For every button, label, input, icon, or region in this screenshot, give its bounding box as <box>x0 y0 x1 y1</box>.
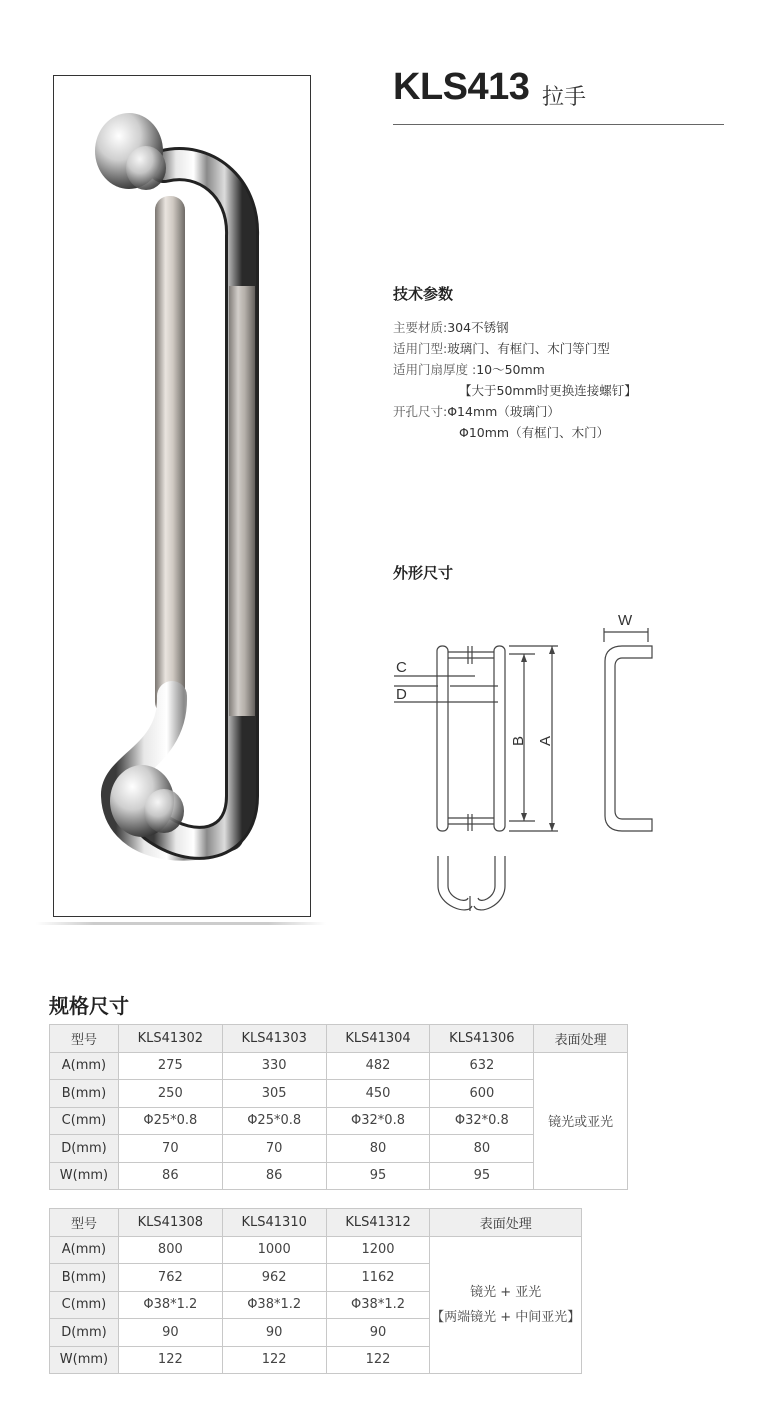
table-header <box>50 1025 628 1053</box>
size-table-title: 规格尺寸 <box>49 994 129 1018</box>
header-finish: 表面处理 <box>430 1209 582 1237</box>
dim-label-c: C <box>396 659 407 676</box>
table-cell: 250 <box>118 1080 222 1108</box>
spec-material <box>393 318 509 336</box>
dim-label-d: D <box>396 686 407 703</box>
product-photo <box>53 75 311 917</box>
table-row <box>50 1052 628 1080</box>
tech-heading: 技术参数 <box>393 285 454 303</box>
finish-line-1: 镜光 + 亚光 <box>470 1284 542 1300</box>
spec-table-2 <box>49 1208 582 1374</box>
spec-door-type-value: 玻璃门、有框门、木门等门型 <box>447 341 610 356</box>
header-cell: KLS41312 <box>326 1209 430 1237</box>
table-cell: 80 <box>430 1135 534 1163</box>
row-label: C(mm) <box>50 1107 119 1135</box>
spec-material-value: 304不锈钢 <box>447 320 509 335</box>
table-cell: 1162 <box>326 1264 430 1292</box>
row-label: D(mm) <box>50 1319 119 1347</box>
finish-cell: 镜光或亚光 <box>534 1052 628 1190</box>
spec-hole <box>393 402 560 420</box>
spec-thickness-label: 适用门扇厚度 : <box>393 362 477 377</box>
table-cell: 962 <box>222 1264 326 1292</box>
table-cell: 1200 <box>326 1236 430 1264</box>
spec-door-type-label: 适用门型: <box>393 341 448 356</box>
row-label: A(mm) <box>50 1236 119 1264</box>
table-cell: Φ38*1.2 <box>222 1291 326 1319</box>
table-cell: 800 <box>118 1236 222 1264</box>
shape-heading: 外形尺寸 <box>393 564 454 582</box>
row-label: W(mm) <box>50 1346 119 1374</box>
dim-label-b: B <box>510 735 527 746</box>
table-cell: 70 <box>222 1135 326 1163</box>
table-cell: 122 <box>222 1346 326 1374</box>
header-model: 型号 <box>50 1025 119 1053</box>
table-cell: Φ25*0.8 <box>222 1107 326 1135</box>
spec-table-1 <box>49 1024 628 1190</box>
title-divider <box>393 124 724 125</box>
header-cell: KLS41303 <box>222 1025 326 1053</box>
header-cell: KLS41304 <box>326 1025 430 1053</box>
table-cell: 122 <box>326 1346 430 1374</box>
finish-line-2: 【两端镜光 + 中间亚光】 <box>431 1309 581 1325</box>
finish-cell <box>430 1236 582 1374</box>
dim-label-a: A <box>537 735 554 746</box>
table-cell: Φ38*1.2 <box>326 1291 430 1319</box>
table-cell: 90 <box>118 1319 222 1347</box>
row-label: B(mm) <box>50 1264 119 1292</box>
table-cell: 305 <box>222 1080 326 1108</box>
table-cell: 95 <box>326 1162 430 1190</box>
table-cell: 90 <box>222 1319 326 1347</box>
header-cell: KLS41302 <box>118 1025 222 1053</box>
spec-thickness <box>393 360 545 378</box>
table-cell: 450 <box>326 1080 430 1108</box>
table-cell: 275 <box>118 1052 222 1080</box>
table-cell: 122 <box>118 1346 222 1374</box>
table-header <box>50 1209 582 1237</box>
dimension-diagram <box>390 606 670 916</box>
row-label: W(mm) <box>50 1162 119 1190</box>
front-grip-right <box>494 646 505 831</box>
table-cell: Φ32*0.8 <box>326 1107 430 1135</box>
spec-material-label: 主要材质: <box>393 320 448 335</box>
dim-label-w: W <box>618 612 633 629</box>
table-cell: 762 <box>118 1264 222 1292</box>
spec-hole-value-2: Φ10mm（有框门、木门） <box>459 425 610 440</box>
spec-hole-value-1: Φ14mm（玻璃门） <box>447 404 560 419</box>
row-label: A(mm) <box>50 1052 119 1080</box>
header-model: 型号 <box>50 1209 119 1237</box>
table-cell: 600 <box>430 1080 534 1108</box>
table-row <box>50 1236 582 1264</box>
product-model: KLS413 <box>393 66 530 108</box>
header-finish: 表面处理 <box>534 1025 628 1053</box>
product-name: 拉手 <box>542 85 587 110</box>
table-cell: 95 <box>430 1162 534 1190</box>
spec-hole-label: 开孔尺寸: <box>393 404 448 419</box>
table-cell: 330 <box>222 1052 326 1080</box>
header-cell: KLS41308 <box>118 1209 222 1237</box>
table-cell: 90 <box>326 1319 430 1347</box>
header-cell: KLS41310 <box>222 1209 326 1237</box>
photo-shadow <box>36 922 326 925</box>
door-handle-image <box>54 76 310 916</box>
table-cell: Φ32*0.8 <box>430 1107 534 1135</box>
table-cell: 86 <box>222 1162 326 1190</box>
table-cell: Φ38*1.2 <box>118 1291 222 1319</box>
table-cell: 70 <box>118 1135 222 1163</box>
spec-thickness-note: 【大于50mm时更换连接螺钉】 <box>459 383 637 398</box>
spec-door-type <box>393 339 610 357</box>
spec-thickness-value: 10～50mm <box>476 362 545 377</box>
row-label: C(mm) <box>50 1291 119 1319</box>
header-cell: KLS41306 <box>430 1025 534 1053</box>
table-cell: 80 <box>326 1135 430 1163</box>
row-label: B(mm) <box>50 1080 119 1108</box>
row-label: D(mm) <box>50 1135 119 1163</box>
front-grip-left <box>437 646 448 831</box>
table-cell: 482 <box>326 1052 430 1080</box>
table-cell: 1000 <box>222 1236 326 1264</box>
table-cell: 632 <box>430 1052 534 1080</box>
table-cell: 86 <box>118 1162 222 1190</box>
table-cell: Φ25*0.8 <box>118 1107 222 1135</box>
